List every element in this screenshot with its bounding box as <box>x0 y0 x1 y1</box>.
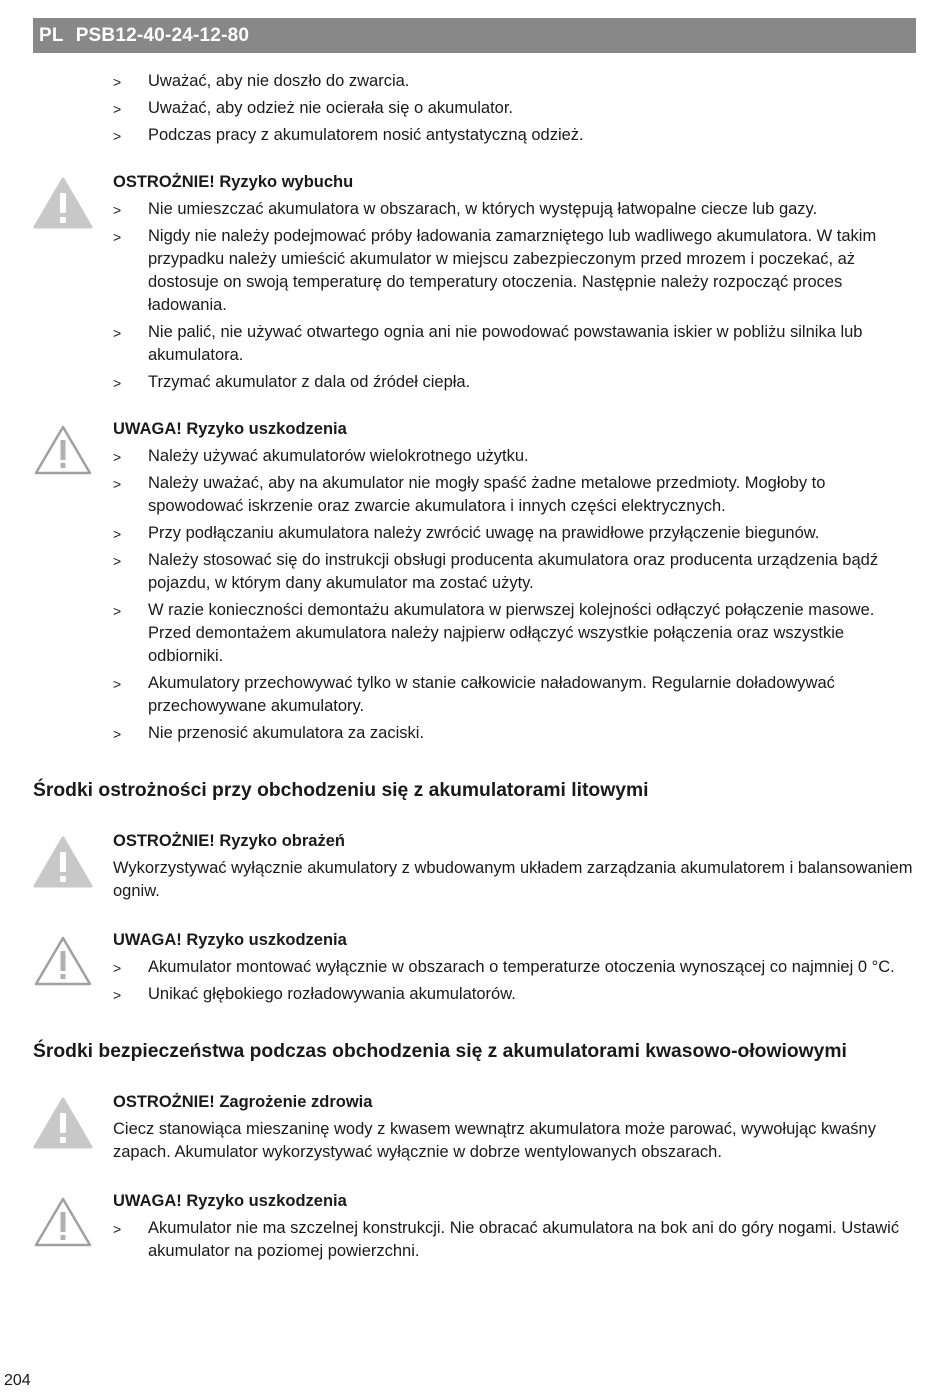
list-item: > Nie palić, nie używać otwartego ognia ani nie powodować powstawania iskier w pobliżu silnika lub akumulatora. <box>113 323 863 364</box>
warning-explosion <box>33 171 917 394</box>
warning-title: UWAGA! Ryzyko uszkodzenia <box>113 420 347 438</box>
bullet-marker: > <box>113 676 122 692</box>
list-item: > Uważać, aby odzież nie ocierała się o akumulator. <box>33 97 917 120</box>
warning-title: OSTROŻNIE! Ryzyko wybuchu <box>113 173 354 191</box>
warning-title: OSTROŻNIE! Zagrożenie zdrowia <box>113 1093 373 1111</box>
bullet-marker: > <box>113 101 122 117</box>
section-heading-lithium: Środki ostrożności przy obchodzeniu się z akumulatorami litowymi <box>33 780 649 801</box>
page-header <box>33 18 916 53</box>
list-item: > W razie konieczności demontażu akumulatora w pierwszej kolejności odłączyć połączenie masowe. Przed demontażem akumulatora należy najpierw odłączyć wszystkie połączenia oraz wszystkie odbiorniki. <box>113 601 875 665</box>
warning-health <box>33 1091 917 1164</box>
warning-injury <box>33 830 917 903</box>
warning-title: UWAGA! Ryzyko uszkodzenia <box>113 1192 347 1210</box>
bullet-marker: > <box>113 960 122 976</box>
intro-list <box>33 70 917 147</box>
list-item: > Nigdy nie należy podejmować próby ładowania zamarzniętego lub wadliwego akumulatora. W takim przypadku należy umieścić akumulator w miejscu zabezpieczonym przed mrozem i poczekać, aż dostosuje on swoją temperaturę do temperatury otoczenia. Następnie należy rozpocząć proces ładowania. <box>113 227 877 314</box>
list-item: > Należy stosować się do instrukcji obsługi producenta akumulatora oraz producenta urządzenia bądź pojazdu, w którym dany akumulator ma zostać użyty. <box>113 551 879 592</box>
warning-damage-lithium <box>33 929 917 1006</box>
bullet-marker: > <box>113 987 122 1003</box>
list-item: > Akumulator montować wyłącznie w obszarach o temperaturze otoczenia wynoszącej co najmniej 0 °C. <box>33 956 917 979</box>
list-item: > Należy uważać, aby na akumulator nie mogły spaść żadne metalowe przedmioty. Mogłoby to spowodować iskrzenie oraz zwarcie akumulatora i innych części elektrycznych. <box>113 474 826 515</box>
warning-text: Wykorzystywać wyłącznie akumulatory z wbudowanym układem zarządzania akumulatorem i balansowaniem ogniw. <box>113 859 913 900</box>
list-item: > Nie przenosić akumulatora za zaciski. <box>33 722 917 745</box>
list-item: > Przy podłączaniu akumulatora należy zwrócić uwagę na prawidłowe przyłączenie biegunów. <box>33 522 917 545</box>
warning-title: OSTROŻNIE! Ryzyko obrażeń <box>113 832 345 850</box>
warning-triangle-filled-icon <box>33 836 93 888</box>
bullet-marker: > <box>113 553 122 569</box>
bullet-marker: > <box>113 128 122 144</box>
page-content <box>33 70 917 1267</box>
bullet-marker: > <box>113 476 122 492</box>
page-number: 204 <box>4 1372 31 1389</box>
bullet-marker: > <box>113 229 122 245</box>
list-item: > Należy używać akumulatorów wielokrotnego użytku. <box>33 445 917 468</box>
list-item: > Akumulatory przechowywać tylko w stanie całkowicie naładowanym. Regularnie doładowywać przechowywane akumulatory. <box>113 674 835 715</box>
section-heading-lead-acid: Środki bezpieczeństwa podczas obchodzenia się z akumulatorami kwasowo-ołowiowymi <box>33 1041 847 1062</box>
bullet-marker: > <box>113 325 122 341</box>
list-item: > Unikać głębokiego rozładowywania akumulatorów. <box>33 983 917 1006</box>
list-item: > Nie umieszczać akumulatora w obszarach, w których występują łatwopalne ciecze lub gazy. <box>33 198 917 221</box>
language-code: PL <box>39 24 64 46</box>
list-item: > Trzymać akumulator z dala od źródeł ciepła. <box>33 371 917 394</box>
bullet-marker: > <box>113 526 122 542</box>
model-number: PSB12-40-24-12-80 <box>75 24 250 46</box>
list-item: > Uważać, aby nie doszło do zwarcia. <box>33 70 917 93</box>
bullet-marker: > <box>113 726 122 742</box>
warning-triangle-filled-icon <box>33 1097 93 1149</box>
warning-damage <box>33 418 917 745</box>
bullet-marker: > <box>113 449 122 465</box>
warning-text: Ciecz stanowiąca mieszaninę wody z kwasem wewnątrz akumulatora może parować, wywołując kwaśny zapach. Akumulator wykorzystywać wyłącznie w dobrze wentylowanych obszarach. <box>113 1120 876 1161</box>
bullet-marker: > <box>113 375 122 391</box>
bullet-marker: > <box>113 74 122 90</box>
list-item: > Podczas pracy z akumulatorem nosić antystatyczną odzież. <box>33 124 917 147</box>
bullet-marker: > <box>113 603 122 619</box>
list-item: > Akumulator nie ma szczelnej konstrukcji. Nie obracać akumulatora na bok ani do góry nogami. Ustawić akumulator na poziomej powierzchni. <box>113 1219 900 1260</box>
warning-title: UWAGA! Ryzyko uszkodzenia <box>113 931 347 949</box>
bullet-marker: > <box>113 202 122 218</box>
warning-damage-lead <box>33 1190 917 1263</box>
bullet-marker: > <box>113 1221 122 1237</box>
